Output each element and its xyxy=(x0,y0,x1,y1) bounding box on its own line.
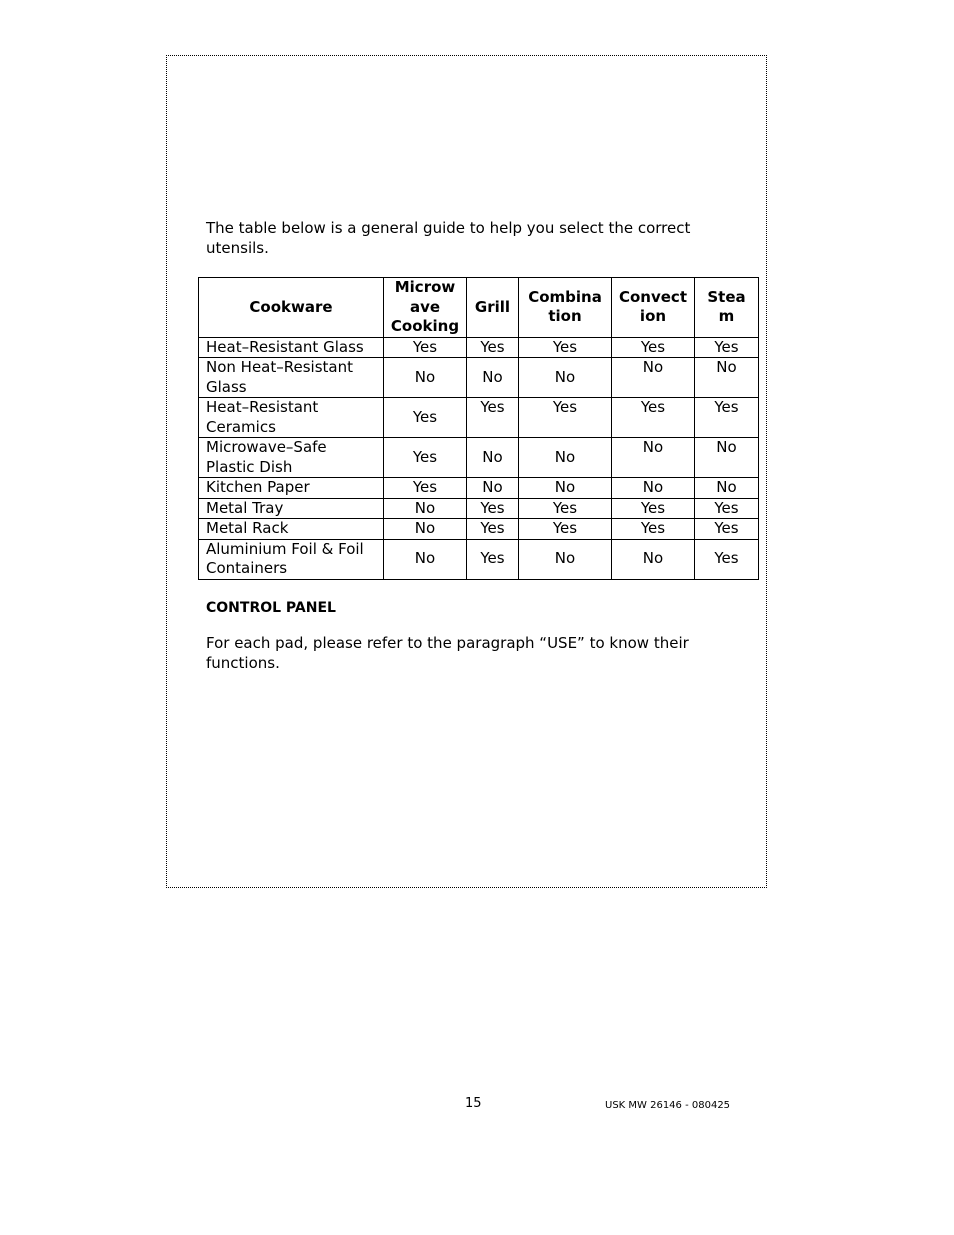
table-row xyxy=(199,539,759,579)
cell-microwave: No xyxy=(384,358,467,398)
intro-paragraph: The table below is a general guide to help you select the correct utensils. xyxy=(206,219,691,257)
cell-combination: Yes xyxy=(519,519,612,540)
cell-convection: Yes xyxy=(612,498,695,519)
table-row xyxy=(199,398,759,438)
cell-combination: Yes xyxy=(519,337,612,358)
cell-microwave: Yes xyxy=(384,478,467,499)
row-name: Heat–Resistant Ceramics xyxy=(199,398,384,438)
table-row xyxy=(199,478,759,499)
cell-convection: No xyxy=(612,358,695,398)
cell-steam: Yes xyxy=(695,498,759,519)
document-code: USK MW 26146 - 080425 xyxy=(605,1100,731,1111)
cell-combination: No xyxy=(519,478,612,499)
cell-microwave: No xyxy=(384,539,467,579)
header-combination: Combina tion xyxy=(519,278,612,338)
cell-steam: Yes xyxy=(695,519,759,540)
cell-grill: Yes xyxy=(467,498,519,519)
table-header-row xyxy=(199,278,759,338)
row-name: Non Heat–Resistant Glass xyxy=(199,358,384,398)
cell-grill: Yes xyxy=(467,398,519,438)
row-name: Kitchen Paper xyxy=(199,478,384,499)
header-steam: Stea m xyxy=(695,278,759,338)
cell-microwave: Yes xyxy=(384,398,467,438)
cell-convection: Yes xyxy=(612,398,695,438)
cell-microwave: No xyxy=(384,498,467,519)
cell-combination: No xyxy=(519,358,612,398)
cell-grill: Yes xyxy=(467,519,519,540)
cell-grill: Yes xyxy=(467,539,519,579)
row-name: Metal Tray xyxy=(199,498,384,519)
cell-microwave: Yes xyxy=(384,438,467,478)
cell-grill: No xyxy=(467,358,519,398)
page-number: 15 xyxy=(465,1096,482,1111)
row-name: Microwave–Safe Plastic Dish xyxy=(199,438,384,478)
cell-grill: No xyxy=(467,478,519,499)
cell-combination: Yes xyxy=(519,498,612,519)
cell-combination: No xyxy=(519,438,612,478)
cell-combination: Yes xyxy=(519,398,612,438)
cell-grill: Yes xyxy=(467,337,519,358)
cell-convection: No xyxy=(612,539,695,579)
section-paragraph: For each pad, please refer to the paragraph “USE” to know their functions. xyxy=(206,634,689,672)
cell-convection: Yes xyxy=(612,519,695,540)
cell-grill: No xyxy=(467,438,519,478)
header-cookware: Cookware xyxy=(199,278,384,338)
cell-convection: No xyxy=(612,478,695,499)
section-title: CONTROL PANEL xyxy=(206,600,336,616)
cell-microwave: No xyxy=(384,519,467,540)
cell-combination: No xyxy=(519,539,612,579)
cell-steam: Yes xyxy=(695,539,759,579)
cookware-guide-table xyxy=(198,277,759,580)
table-row xyxy=(199,337,759,358)
table-row xyxy=(199,438,759,478)
cell-steam: No xyxy=(695,358,759,398)
row-name: Heat–Resistant Glass xyxy=(199,337,384,358)
cell-steam: No xyxy=(695,478,759,499)
row-name: Metal Rack xyxy=(199,519,384,540)
cell-convection: Yes xyxy=(612,337,695,358)
header-microwave: Microw ave Cooking xyxy=(384,278,467,338)
cell-steam: Yes xyxy=(695,337,759,358)
header-convection: Convect ion xyxy=(612,278,695,338)
header-grill: Grill xyxy=(467,278,519,338)
cell-steam: Yes xyxy=(695,398,759,438)
table-row xyxy=(199,519,759,540)
cell-microwave: Yes xyxy=(384,337,467,358)
row-name: Aluminium Foil & Foil Containers xyxy=(199,539,384,579)
table-row xyxy=(199,358,759,398)
cell-steam: No xyxy=(695,438,759,478)
table-row xyxy=(199,498,759,519)
cell-convection: No xyxy=(612,438,695,478)
